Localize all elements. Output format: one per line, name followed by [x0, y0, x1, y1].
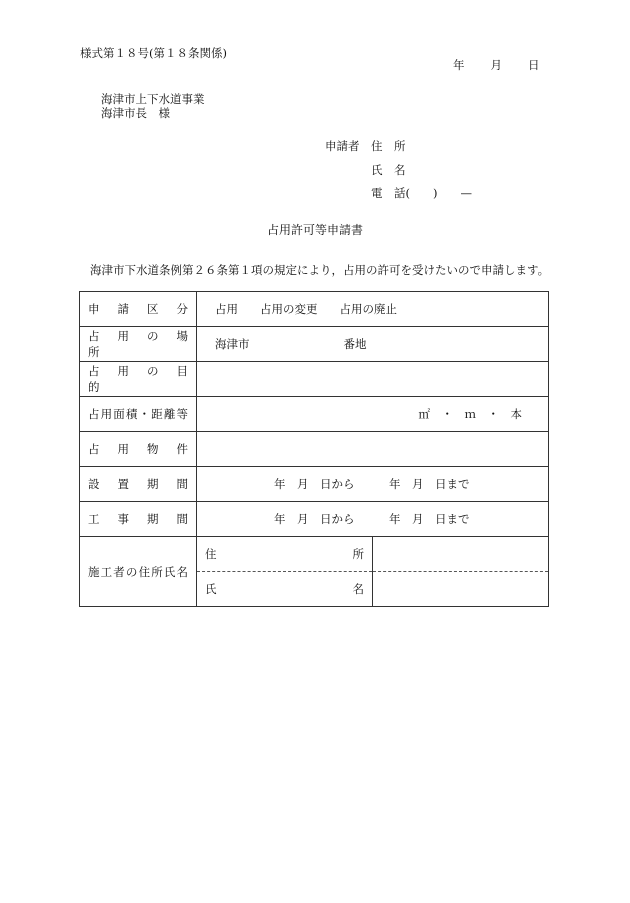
- install-period: 年 月 日から 年 月 日まで: [274, 477, 470, 491]
- date-line: [453, 57, 540, 73]
- contractor-address-field[interactable]: [373, 537, 549, 572]
- addressee-org: 海津市上下水道事業: [101, 92, 205, 106]
- addressee: [101, 92, 205, 120]
- option-occupy[interactable]: 占用: [215, 302, 238, 316]
- table-row: [80, 467, 549, 502]
- date-day[interactable]: 日: [528, 58, 540, 72]
- intro-text: 海津市下水道条例第２６条第１項の規定により，占用の許可を受けたいので申請します。: [90, 263, 550, 277]
- table-row: [80, 397, 549, 432]
- area-label: 占用面積・距離等: [80, 397, 197, 432]
- category-label: 申 請 区 分: [80, 292, 197, 327]
- work-label: 工 事 期 間: [80, 502, 197, 537]
- place-label: 占 用 の 場 所: [80, 327, 197, 362]
- applicant-phone-label[interactable]: 電 話( ) —: [371, 186, 472, 200]
- object-field[interactable]: [197, 432, 549, 467]
- contractor-name-field[interactable]: [373, 572, 549, 607]
- form-number: 様式第１８号(第１８条関係): [80, 46, 227, 60]
- contractor-address-label: 住 所: [197, 537, 373, 572]
- contractor-label: 施工者の住所氏名: [80, 537, 197, 607]
- applicant-role: 申請者: [325, 139, 360, 153]
- work-period: 年 月 日から 年 月 日まで: [274, 512, 470, 526]
- object-label: 占 用 物 件: [80, 432, 197, 467]
- place-suffix: 番地: [343, 337, 367, 351]
- install-label: 設 置 期 間: [80, 467, 197, 502]
- area-field[interactable]: [197, 397, 549, 432]
- install-period-field[interactable]: [197, 467, 549, 502]
- purpose-label: 占 用 の 目 的: [80, 362, 197, 397]
- applicant-address-label[interactable]: 住 所: [371, 139, 406, 153]
- table-row: [80, 502, 549, 537]
- option-abolish[interactable]: 占用の廃止: [339, 302, 397, 316]
- addressee-mayor: 海津市長 様: [101, 106, 170, 120]
- place-city: 海津市: [215, 337, 250, 351]
- option-change[interactable]: 占用の変更: [260, 302, 318, 316]
- table-row: [80, 432, 549, 467]
- purpose-field[interactable]: [197, 362, 549, 397]
- date-year[interactable]: 年: [453, 58, 465, 72]
- application-table: [79, 291, 549, 607]
- table-row: [80, 292, 549, 327]
- table-row: [80, 362, 549, 397]
- work-period-field[interactable]: [197, 502, 549, 537]
- table-row: [80, 327, 549, 362]
- area-units: ㎡ ・ ｍ ・ 本: [418, 407, 522, 421]
- table-row: [80, 537, 549, 572]
- category-options[interactable]: [197, 292, 549, 327]
- applicant-name-label[interactable]: 氏 名: [371, 163, 406, 177]
- date-month[interactable]: 月: [490, 58, 502, 72]
- contractor-name-label: 氏 名: [197, 572, 373, 607]
- place-field[interactable]: [197, 327, 549, 362]
- page-title: 占用許可等申請書: [266, 223, 363, 237]
